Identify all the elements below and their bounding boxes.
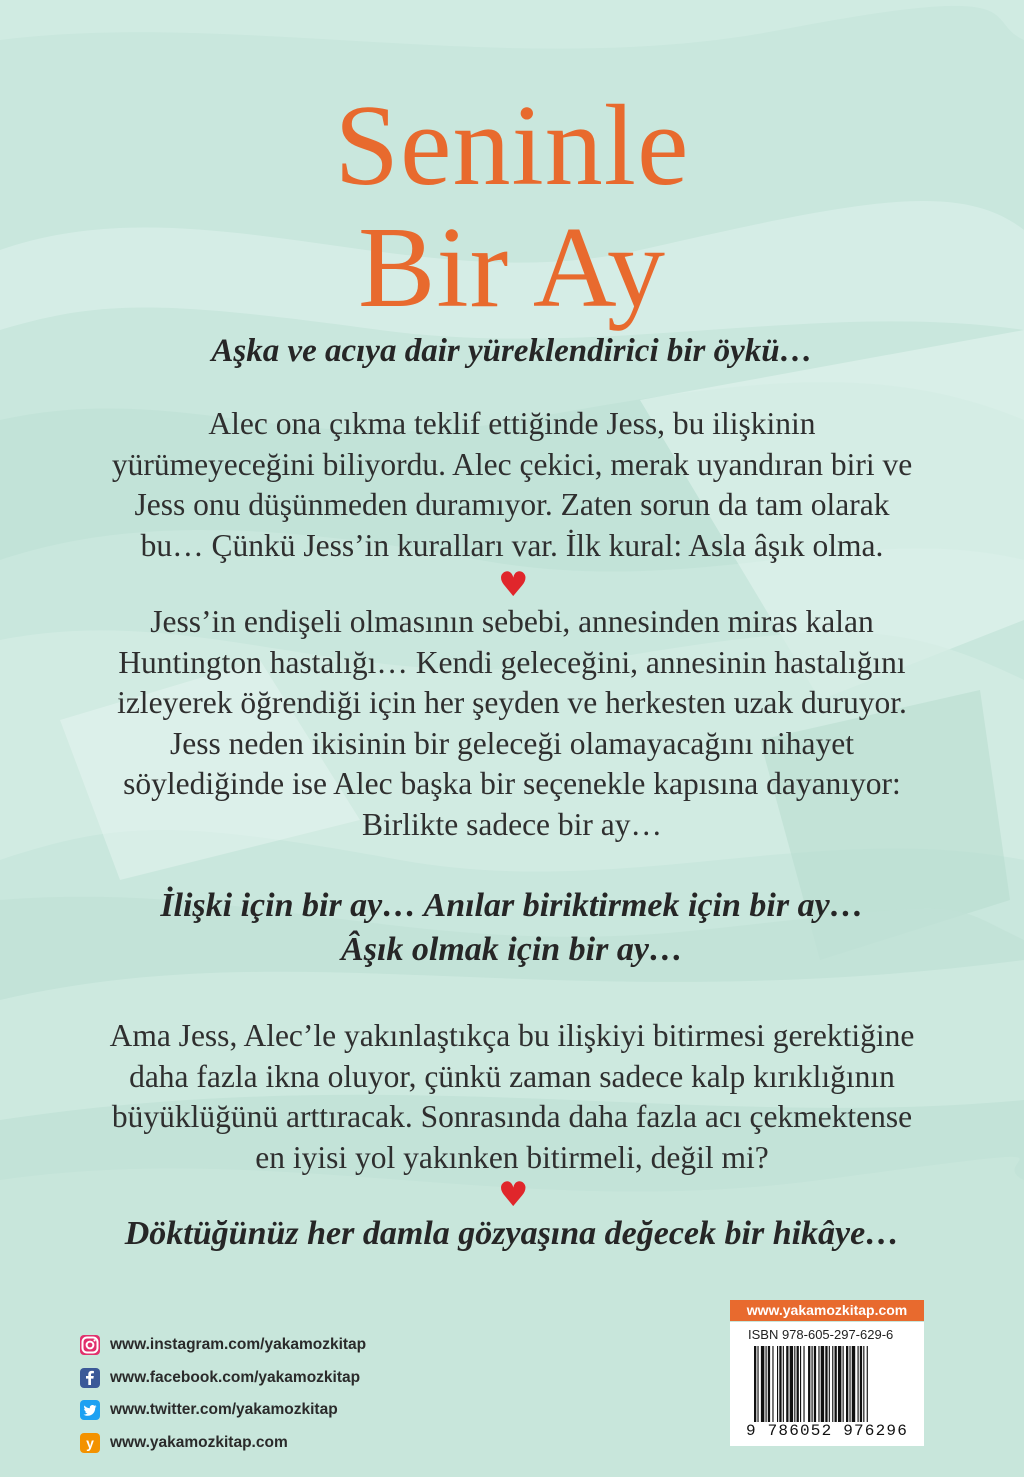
barcode-number: 9 786052 976296 <box>745 1422 909 1440</box>
social-url: www.twitter.com/yakamozkitap <box>110 1401 338 1419</box>
barcode-bar <box>832 1346 833 1422</box>
instagram-icon <box>80 1335 100 1355</box>
paragraph-line: Jess’in endişeli olmasının sebebi, annesinden miras kalan <box>150 604 874 639</box>
barcode-bar <box>852 1346 855 1422</box>
barcode-bar <box>846 1346 848 1422</box>
closing-line: Döktüğünüz her damla gözyaşına değecek bir hikâye… <box>124 1215 900 1252</box>
social-url: www.yakamozkitap.com <box>110 1434 288 1452</box>
paragraph-line: bu… Çünkü Jess’in kuralları var. İlk kural: Asla âşık olma. <box>140 527 884 563</box>
barcode-bar <box>858 1346 859 1422</box>
paragraph-line: büyüklüğünü arttıracak. Sonrasında daha fazla acı çekmektense <box>111 1099 913 1134</box>
barcode-bar <box>761 1346 764 1422</box>
barcode-bar <box>829 1346 830 1422</box>
heart-icon: ♥ <box>498 1175 529 1215</box>
isbn-label: ISBN 978-605-297-629-6 <box>748 1327 894 1342</box>
paragraph-3 <box>0 1016 1024 1178</box>
barcode-bar <box>803 1346 804 1422</box>
social-link-facebook[interactable] <box>80 1366 366 1390</box>
barcode-bar <box>843 1346 844 1422</box>
barcode-bar <box>808 1346 810 1422</box>
barcode-bar <box>757 1346 758 1422</box>
yakamoz-logo-icon: y <box>80 1433 100 1453</box>
barcode-bar <box>849 1346 850 1422</box>
social-link-instagram[interactable] <box>80 1333 366 1357</box>
paragraph-2 <box>0 602 1024 845</box>
barcode-bar <box>794 1346 795 1422</box>
barcode-bar <box>825 1346 827 1422</box>
barcode-bar <box>790 1346 793 1422</box>
barcode-bar <box>863 1346 864 1422</box>
paragraph-line: Jess onu düşünmeden duramıyor. Zaten sorun da tam olarak <box>134 487 890 522</box>
paragraph-line: izleyerek öğrendiği için her şeyden ve herkesten uzak duruyor. <box>117 685 907 720</box>
paragraph-line: daha fazla ikna oluyor, çünkü zaman sadece kalp kırıklığının <box>129 1058 895 1094</box>
barcode-bar <box>867 1346 868 1422</box>
publisher-website-badge[interactable]: www.yakamozkitap.com <box>730 1300 924 1321</box>
paragraph-line: Ama Jess, Alec’le yakınlaştıkça bu ilişkiyi bitirmesi gerektiğine <box>109 1018 915 1053</box>
heart-icon: ♥ <box>498 565 529 605</box>
barcode-bar <box>783 1346 784 1422</box>
paragraph-line: yürümeyeceğini biliyordu. Alec çekici, merak uyandıran biri ve <box>111 446 913 482</box>
barcode-bar <box>786 1346 788 1422</box>
twitter-icon <box>80 1400 100 1420</box>
barcode-bar <box>777 1346 778 1422</box>
barcode-bar <box>860 1346 862 1422</box>
barcode-bar <box>779 1346 781 1422</box>
social-url: www.facebook.com/yakamozkitap <box>110 1368 361 1386</box>
paragraph-line: en iyisi yol yakınken bitirmeli, değil mi? <box>255 1139 769 1175</box>
paragraph-line: Birlikte sadece bir ay… <box>361 806 663 842</box>
book-title-line-1: Seninle <box>334 82 690 210</box>
barcode-bar <box>814 1346 816 1422</box>
barcode-bar <box>766 1346 767 1422</box>
emphasis-line: Âşık olmak için bir ay… <box>341 931 683 968</box>
paragraph-line: Alec ona çıkma teklif ettiğinde Jess, bu ilişkinin <box>208 406 816 441</box>
paragraph-line: Jess neden ikisinin bir geleceği olamayacağını nihayet <box>169 725 855 761</box>
barcode-bar <box>821 1346 824 1422</box>
barcode-bar <box>754 1346 756 1422</box>
barcode-bar <box>768 1346 770 1422</box>
emphasis-block <box>0 884 1024 972</box>
book-title-line-2: Bir Ay <box>358 204 666 332</box>
social-links <box>80 1333 366 1464</box>
paragraph-line: söylediğinde ise Alec başka bir seçenekle kapısına dayanıyor: <box>123 766 901 801</box>
social-link-twitter[interactable] <box>80 1398 366 1422</box>
paragraph-1 <box>0 404 1024 566</box>
barcode-bar <box>812 1346 813 1422</box>
paragraph-line: Huntington hastalığı… Kendi geleceğini, annesinin hastalığını <box>118 644 906 680</box>
emphasis-line: İlişki için bir ay… Anılar biriktirmek için bir ay… <box>160 887 864 924</box>
facebook-icon <box>80 1368 100 1388</box>
barcode-bar <box>772 1346 773 1422</box>
barcode-bar <box>800 1346 801 1422</box>
barcode-bar <box>835 1346 837 1422</box>
barcode-bar <box>818 1346 819 1422</box>
social-url: www.instagram.com/yakamozkitap <box>110 1336 367 1353</box>
barcode-bar <box>797 1346 799 1422</box>
social-link-website[interactable] <box>80 1431 366 1455</box>
tagline: Aşka ve acıya dair yüreklendirici bir öykü… <box>211 333 813 369</box>
isbn-barcode-box <box>730 1322 924 1446</box>
barcode-bar <box>838 1346 841 1422</box>
barcode <box>754 1346 908 1422</box>
